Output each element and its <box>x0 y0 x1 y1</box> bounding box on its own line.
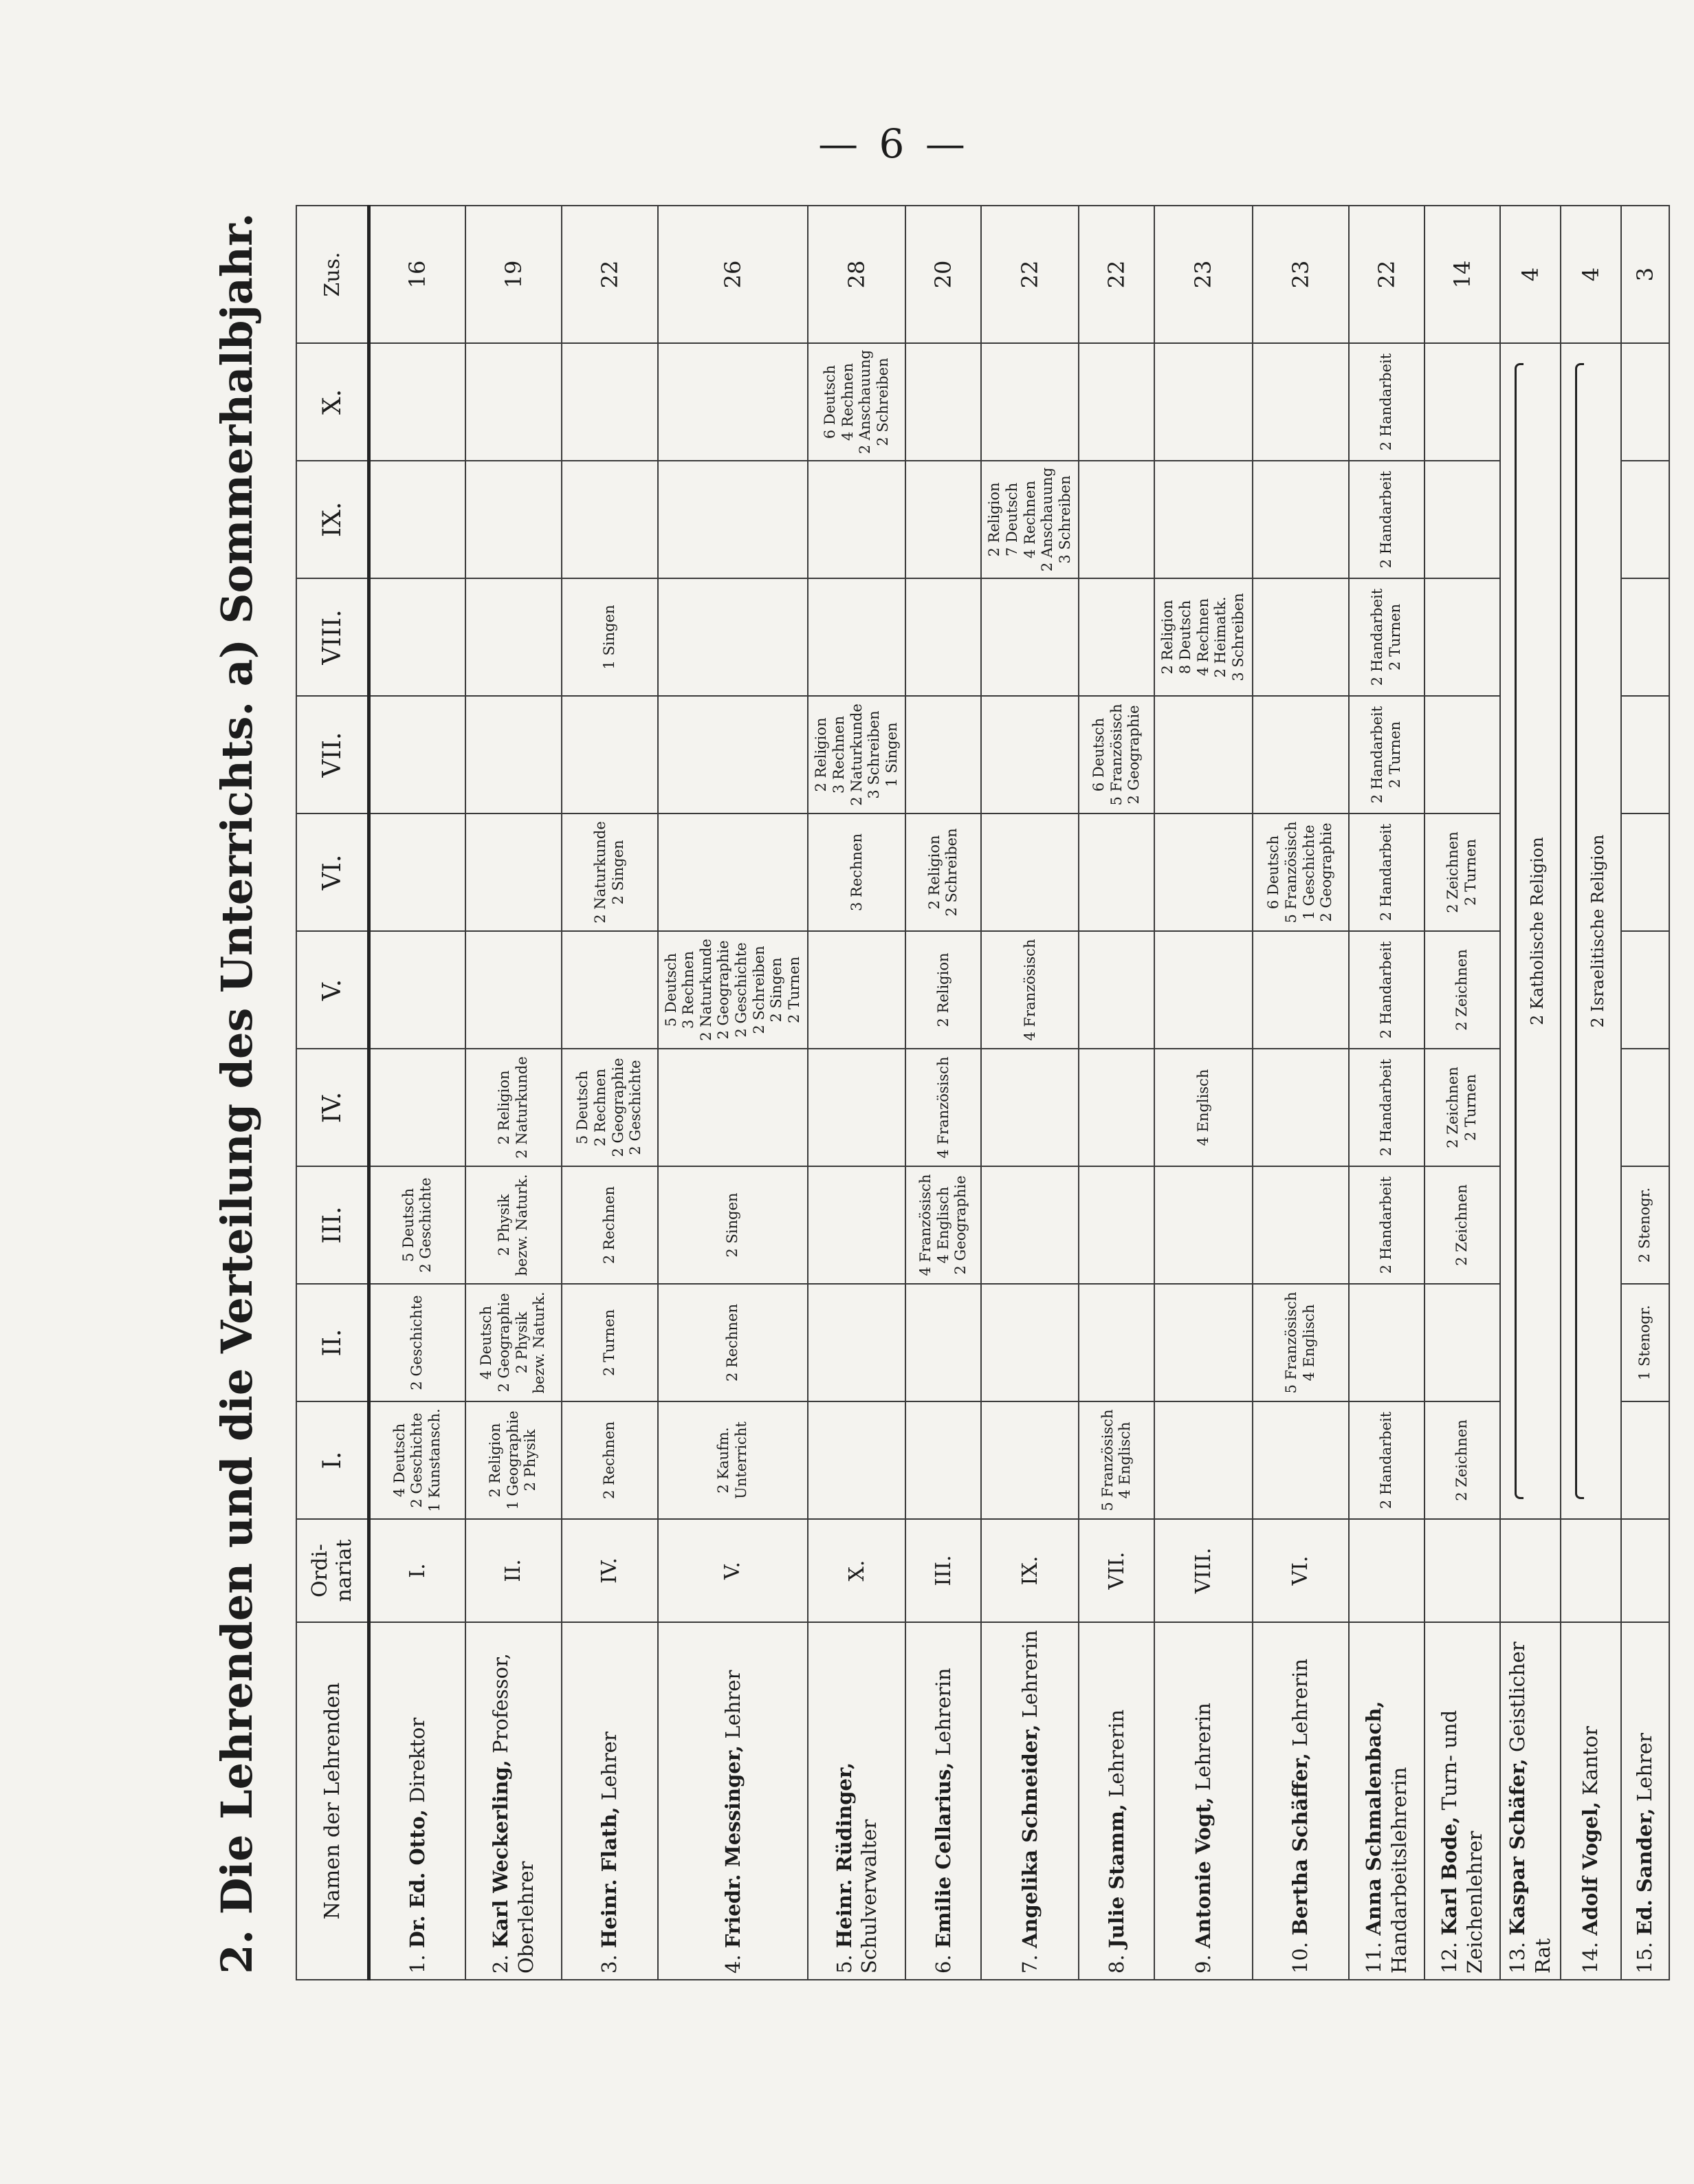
teacher-name-cell <box>1154 1622 1252 1980</box>
teacher-number: 2. <box>489 1954 513 1974</box>
class-7-cell <box>369 696 465 813</box>
class-4-cell: 4 Englisch <box>1154 1049 1252 1166</box>
class-3-cell <box>981 1166 1079 1284</box>
teacher-name-cell <box>808 1622 905 1980</box>
class-1-cell <box>905 1401 981 1519</box>
class-6-cell <box>1079 813 1154 931</box>
class-7-cell <box>1253 696 1349 813</box>
teacher-role: Professor, Oberlehrer <box>489 1653 538 1974</box>
class-6-cell <box>981 813 1079 931</box>
class-7-cell: 6 Deutsch 5 Französisch 2 Geographie <box>1079 696 1154 813</box>
class-8-cell <box>1079 578 1154 696</box>
class-10-cell: 2 Handarbeit <box>1349 343 1424 461</box>
class-10-cell <box>1424 343 1500 461</box>
teacher-number: 13. <box>1506 1941 1530 1974</box>
teacher-name-cell <box>981 1622 1079 1980</box>
table-row <box>1253 206 1349 1980</box>
rotated-table-area <box>192 206 1658 1980</box>
class-7-cell <box>905 696 981 813</box>
class-3-cell: 2 Physik bezw. Naturk. <box>465 1166 562 1284</box>
ordinariat-cell <box>1561 1519 1621 1622</box>
class-7-cell <box>981 696 1079 813</box>
teacher-number: 9. <box>1191 1954 1216 1974</box>
teacher-name: Bertha Schäffer, <box>1288 1753 1312 1936</box>
class-1-cell <box>808 1401 905 1519</box>
class-7-cell <box>1621 696 1669 813</box>
class-1-cell: 2 Rechnen <box>562 1401 658 1519</box>
page-title: 2. Die Lehrenden und die Verteilung des Unterrichts. a) Sommerhalbjahr. <box>212 212 262 1974</box>
header-class-7: VII. <box>296 696 369 813</box>
teacher-role: Schulverwalter <box>857 1819 881 1974</box>
class-10-cell <box>1621 343 1669 461</box>
brace-mark <box>1575 363 1584 1499</box>
header-class-10: X. <box>296 343 369 461</box>
teacher-role: Geistlicher Rat <box>1506 1641 1554 1974</box>
class-5-cell <box>465 931 562 1049</box>
teacher-number: 12. <box>1438 1941 1462 1974</box>
class-7-cell <box>465 696 562 813</box>
header-class-1: I. <box>296 1401 369 1519</box>
class-10-cell <box>465 343 562 461</box>
class-2-cell <box>1154 1284 1252 1401</box>
class-2-cell: 2 Rechnen <box>658 1284 808 1401</box>
ordinariat-cell <box>1349 1519 1424 1622</box>
class-4-cell <box>808 1049 905 1166</box>
class-5-cell: 2 Religion <box>905 931 981 1049</box>
class-5-cell <box>1154 931 1252 1049</box>
page-number: — 6 — <box>818 120 969 167</box>
teacher-name-cell <box>1253 1622 1349 1980</box>
class-2-cell <box>905 1284 981 1401</box>
class-4-cell <box>369 1049 465 1166</box>
class-8-cell: 2 Handarbeit 2 Turnen <box>1349 578 1424 696</box>
class-4-cell <box>1079 1049 1154 1166</box>
class-7-cell <box>1424 696 1500 813</box>
class-4-cell: 5 Deutsch 2 Rechnen 2 Geographie 2 Geschichte <box>562 1049 658 1166</box>
class-6-cell <box>1154 813 1252 931</box>
table-row <box>1154 206 1252 1980</box>
header-name: Namen der Lehrenden <box>296 1622 369 1980</box>
header-ordinariat: Ordi-nariat <box>296 1519 369 1622</box>
teacher-name-cell <box>369 1622 465 1980</box>
class-6-cell: 3 Rechnen <box>808 813 905 931</box>
class-5-cell <box>808 931 905 1049</box>
class-8-cell <box>369 578 465 696</box>
class-1-cell: 2 Kaufm. Unterricht <box>658 1401 808 1519</box>
subject-text: 2 Israelitische Religion <box>1588 834 1608 1028</box>
class-9-cell <box>658 461 808 578</box>
class-2-cell <box>1349 1284 1424 1401</box>
teacher-name-cell <box>1500 1622 1561 1980</box>
class-2-cell: 2 Geschichte <box>369 1284 465 1401</box>
class-3-cell <box>808 1166 905 1284</box>
class-3-cell <box>1154 1166 1252 1284</box>
class-7-cell <box>562 696 658 813</box>
class-1-cell: 2 Zeichnen <box>1424 1401 1500 1519</box>
class-1-cell <box>981 1401 1079 1519</box>
teacher-role: Kantor <box>1578 1726 1603 1795</box>
class-9-cell <box>808 461 905 578</box>
table-row <box>1621 206 1669 1980</box>
teacher-name-cell <box>658 1622 808 1980</box>
total-hours-cell: 28 <box>808 206 905 343</box>
all-classes-subject-cell <box>1500 343 1561 1519</box>
class-6-cell <box>658 813 808 931</box>
class-9-cell <box>905 461 981 578</box>
class-2-cell: 4 Deutsch 2 Geographie 2 Physik bezw. Naturk. <box>465 1284 562 1401</box>
class-9-cell: 2 Religion 7 Deutsch 4 Rechnen 2 Anschauung 3 Schreiben <box>981 461 1079 578</box>
class-4-cell: 2 Zeichnen 2 Turnen <box>1424 1049 1500 1166</box>
table-row <box>1349 206 1424 1980</box>
class-5-cell: 4 Französisch <box>981 931 1079 1049</box>
total-hours-cell: 22 <box>1349 206 1424 343</box>
class-3-cell: 2 Handarbeit <box>1349 1166 1424 1284</box>
teacher-role: Direktor <box>406 1717 430 1803</box>
class-10-cell <box>1154 343 1252 461</box>
class-4-cell: 4 Französisch <box>905 1049 981 1166</box>
table-body <box>369 206 1669 1980</box>
class-5-cell: 2 Handarbeit <box>1349 931 1424 1049</box>
class-10-cell <box>562 343 658 461</box>
table-row <box>1500 206 1561 1980</box>
header-class-5: V. <box>296 931 369 1049</box>
table-header-row <box>296 206 369 1980</box>
class-10-cell <box>369 343 465 461</box>
class-9-cell <box>1079 461 1154 578</box>
class-4-cell <box>1621 1049 1669 1166</box>
teacher-name-cell <box>1561 1622 1621 1980</box>
class-3-cell: 2 Zeichnen <box>1424 1166 1500 1284</box>
table-row <box>1424 206 1500 1980</box>
teaching-schedule-table <box>296 205 1670 1980</box>
total-hours-cell: 3 <box>1621 206 1669 343</box>
class-5-cell <box>1253 931 1349 1049</box>
class-1-cell <box>1154 1401 1252 1519</box>
class-5-cell <box>1621 931 1669 1049</box>
total-hours-cell: 14 <box>1424 206 1500 343</box>
class-2-cell: 5 Französisch 4 Englisch <box>1253 1284 1349 1401</box>
class-10-cell <box>658 343 808 461</box>
class-10-cell <box>1253 343 1349 461</box>
class-9-cell <box>465 461 562 578</box>
class-8-cell <box>981 578 1079 696</box>
teacher-name: Emilie Cellarius, <box>932 1762 956 1949</box>
class-1-cell: 5 Französisch 4 Englisch <box>1079 1401 1154 1519</box>
ordinariat-cell <box>1500 1519 1561 1622</box>
teacher-name-cell <box>1424 1622 1500 1980</box>
class-1-cell: 2 Handarbeit <box>1349 1401 1424 1519</box>
ordinariat-cell <box>1424 1519 1500 1622</box>
class-8-cell <box>1621 578 1669 696</box>
class-3-cell: 4 Französisch 4 Englisch 2 Geographie <box>905 1166 981 1284</box>
class-9-cell <box>1621 461 1669 578</box>
class-9-cell <box>562 461 658 578</box>
class-7-cell: 2 Religion 3 Rechnen 2 Naturkunde 3 Schreiben 1 Singen <box>808 696 905 813</box>
total-hours-cell: 22 <box>562 206 658 343</box>
class-7-cell <box>1154 696 1252 813</box>
class-10-cell <box>905 343 981 461</box>
table-row <box>1079 206 1154 1980</box>
brace-mark <box>1515 363 1524 1499</box>
class-3-cell <box>1253 1166 1349 1284</box>
class-7-cell: 2 Handarbeit 2 Turnen <box>1349 696 1424 813</box>
total-hours-cell: 4 <box>1500 206 1561 343</box>
teacher-name: Heinr. Flath, <box>597 1806 622 1949</box>
header-class-3: III. <box>296 1166 369 1284</box>
teacher-number: 5. <box>833 1954 857 1974</box>
class-6-cell: 2 Naturkunde 2 Singen <box>562 813 658 931</box>
table-row <box>658 206 808 1980</box>
teacher-number: 10. <box>1288 1941 1312 1974</box>
class-4-cell: 2 Handarbeit <box>1349 1049 1424 1166</box>
class-2-cell <box>981 1284 1079 1401</box>
teacher-name: Julie Stamm, <box>1105 1804 1129 1949</box>
total-hours-cell: 4 <box>1561 206 1621 343</box>
class-4-cell <box>658 1049 808 1166</box>
teacher-role: Lehrerin <box>1105 1709 1129 1798</box>
class-6-cell: 2 Handarbeit <box>1349 813 1424 931</box>
class-6-cell <box>1621 813 1669 931</box>
class-2-cell <box>808 1284 905 1401</box>
ordinariat-cell: II. <box>465 1519 562 1622</box>
class-10-cell <box>981 343 1079 461</box>
teacher-name: Heinr. Rüdinger, <box>833 1762 857 1949</box>
ordinariat-cell: IV. <box>562 1519 658 1622</box>
class-9-cell <box>1424 461 1500 578</box>
teacher-name-cell <box>1621 1622 1669 1980</box>
teacher-role: Handarbeitslehrerin <box>1387 1767 1411 1974</box>
teacher-number: 8. <box>1105 1954 1129 1974</box>
teacher-role: Lehrer <box>1633 1733 1657 1802</box>
class-4-cell <box>1253 1049 1349 1166</box>
all-classes-subject-cell <box>1561 343 1621 1519</box>
class-8-cell <box>465 578 562 696</box>
teacher-name: Adolf Vogel, <box>1578 1801 1603 1936</box>
teacher-role: Lehrerin <box>1288 1658 1312 1747</box>
ordinariat-cell: VII. <box>1079 1519 1154 1622</box>
ordinariat-cell: VIII. <box>1154 1519 1252 1622</box>
class-3-cell <box>1079 1166 1154 1284</box>
teacher-number: 15. <box>1633 1941 1657 1974</box>
teacher-number: 1. <box>406 1954 430 1974</box>
teacher-name-cell <box>1079 1622 1154 1980</box>
teacher-name: Dr. Ed. Otto, <box>406 1809 430 1949</box>
table-row <box>808 206 905 1980</box>
class-8-cell <box>1253 578 1349 696</box>
class-10-cell: 6 Deutsch 4 Rechnen 2 Anschauung 2 Schreiben <box>808 343 905 461</box>
class-1-cell: 4 Deutsch 2 Geschichte 1 Kunstansch. <box>369 1401 465 1519</box>
total-hours-cell: 26 <box>658 206 808 343</box>
table-row <box>465 206 562 1980</box>
teacher-name: Antonie Vogt, <box>1191 1797 1216 1949</box>
table-row <box>981 206 1079 1980</box>
teacher-name: Ed. Sander, <box>1633 1808 1657 1936</box>
class-6-cell: 2 Religion 2 Schreiben <box>905 813 981 931</box>
class-3-cell: 2 Stenogr. <box>1621 1166 1669 1284</box>
teacher-name: Karl Bode, <box>1438 1816 1462 1936</box>
teacher-role: Lehrerin <box>1191 1703 1216 1791</box>
class-3-cell: 2 Rechnen <box>562 1166 658 1284</box>
class-8-cell: 2 Religion 8 Deutsch 4 Rechnen 2 Heimatk. 3 Schreiben <box>1154 578 1252 696</box>
class-1-cell <box>1253 1401 1349 1519</box>
total-hours-cell: 23 <box>1253 206 1349 343</box>
class-9-cell <box>1154 461 1252 578</box>
teacher-name-cell <box>1349 1622 1424 1980</box>
table-row <box>905 206 981 1980</box>
teacher-role: Lehrer <box>720 1670 745 1739</box>
class-6-cell: 2 Zeichnen 2 Turnen <box>1424 813 1500 931</box>
class-4-cell: 2 Religion 2 Naturkunde <box>465 1049 562 1166</box>
ordinariat-cell: IX. <box>981 1519 1079 1622</box>
header-class-4: IV. <box>296 1049 369 1166</box>
class-6-cell <box>369 813 465 931</box>
class-5-cell <box>369 931 465 1049</box>
class-9-cell <box>369 461 465 578</box>
header-class-6: VI. <box>296 813 369 931</box>
class-5-cell <box>562 931 658 1049</box>
class-4-cell <box>981 1049 1079 1166</box>
teacher-number: 4. <box>720 1954 745 1974</box>
class-8-cell: 1 Singen <box>562 578 658 696</box>
subject-text: 2 Katholische Religion <box>1528 837 1548 1025</box>
class-1-cell <box>1621 1401 1669 1519</box>
teacher-role: Turn- und Zeichenlehrer <box>1438 1710 1486 1974</box>
class-5-cell <box>1079 931 1154 1049</box>
class-10-cell <box>1079 343 1154 461</box>
class-3-cell: 2 Singen <box>658 1166 808 1284</box>
header-class-2: II. <box>296 1284 369 1401</box>
class-9-cell: 2 Handarbeit <box>1349 461 1424 578</box>
total-hours-cell: 20 <box>905 206 981 343</box>
class-7-cell <box>658 696 808 813</box>
class-9-cell <box>1253 461 1349 578</box>
ordinariat-cell: V. <box>658 1519 808 1622</box>
class-2-cell <box>1424 1284 1500 1401</box>
teacher-number: 7. <box>1018 1954 1042 1974</box>
class-8-cell <box>658 578 808 696</box>
total-hours-cell: 16 <box>369 206 465 343</box>
total-hours-cell: 19 <box>465 206 562 343</box>
class-8-cell <box>905 578 981 696</box>
ordinariat-cell <box>1621 1519 1669 1622</box>
class-2-cell <box>1079 1284 1154 1401</box>
class-3-cell: 5 Deutsch 2 Geschichte <box>369 1166 465 1284</box>
teacher-name: Kaspar Schäfer, <box>1506 1758 1530 1936</box>
class-8-cell <box>808 578 905 696</box>
ordinariat-cell: X. <box>808 1519 905 1622</box>
class-8-cell <box>1424 578 1500 696</box>
table-row <box>369 206 465 1980</box>
teacher-name: Anna Schmalenbach, <box>1362 1701 1386 1936</box>
ordinariat-cell: VI. <box>1253 1519 1349 1622</box>
teacher-role: Lehrerin <box>932 1668 956 1756</box>
class-6-cell <box>465 813 562 931</box>
teacher-number: 14. <box>1578 1941 1603 1974</box>
class-1-cell: 2 Religion 1 Geographie 2 Physik <box>465 1401 562 1519</box>
total-hours-cell: 23 <box>1154 206 1252 343</box>
ordinariat-cell: I. <box>369 1519 465 1622</box>
teacher-name-cell <box>562 1622 658 1980</box>
teacher-number: 3. <box>597 1954 622 1974</box>
table-row <box>562 206 658 1980</box>
header-class-9: IX. <box>296 461 369 578</box>
header-total: Zus. <box>296 206 369 343</box>
teacher-role: Lehrer <box>597 1732 622 1801</box>
table-row <box>1561 206 1621 1980</box>
teacher-name: Friedr. Messinger, <box>720 1745 745 1949</box>
total-hours-cell: 22 <box>981 206 1079 343</box>
teacher-role: Lehrerin <box>1018 1630 1042 1718</box>
teacher-name: Karl Weckerling, <box>489 1760 513 1949</box>
total-hours-cell: 22 <box>1079 206 1154 343</box>
class-2-cell: 2 Turnen <box>562 1284 658 1401</box>
teacher-name: Angelika Schneider, <box>1018 1724 1042 1949</box>
class-6-cell: 6 Deutsch 5 Französisch 1 Geschichte 2 Geographie <box>1253 813 1349 931</box>
class-2-cell: 1 Stenogr. <box>1621 1284 1669 1401</box>
teacher-number: 6. <box>932 1954 956 1974</box>
teacher-name-cell <box>905 1622 981 1980</box>
ordinariat-cell: III. <box>905 1519 981 1622</box>
class-5-cell: 2 Zeichnen <box>1424 931 1500 1049</box>
header-class-8: VIII. <box>296 578 369 696</box>
teacher-number: 11. <box>1362 1941 1386 1974</box>
class-5-cell: 5 Deutsch 3 Rechnen 2 Naturkunde 2 Geographie 2 Geschichte 2 Schreiben 2 Singen 2 Turnen <box>658 931 808 1049</box>
teacher-name-cell <box>465 1622 562 1980</box>
